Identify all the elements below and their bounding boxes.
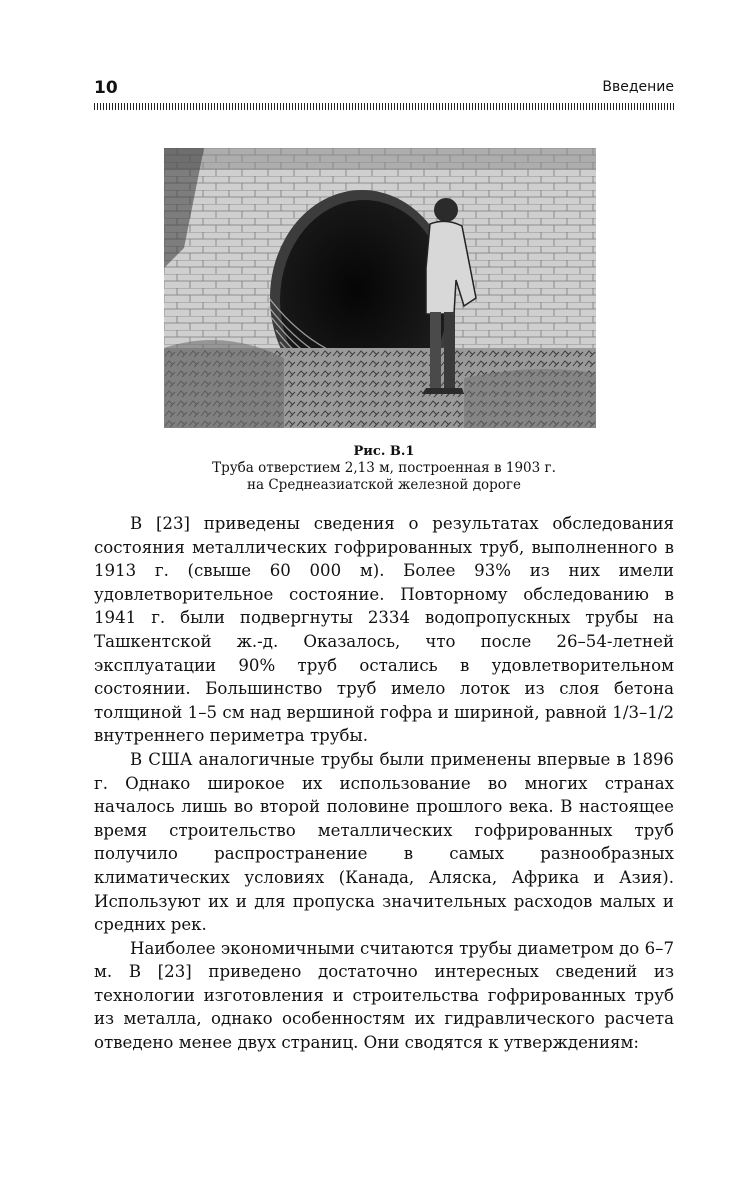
body-text bbox=[94, 512, 674, 1055]
figure-caption-line-2: на Среднеазиатской железной дороге bbox=[247, 477, 521, 493]
figure-photo-culvert-pipe bbox=[164, 148, 596, 428]
culvert-photo-illustration bbox=[164, 148, 596, 428]
paragraph-2: В США аналогичные трубы были применены впервые в 1896 г. Однако широкое их использование во многих странах началось лишь во второй половине прошлого века. В настоящее время строительство металлических гофрированных труб получило распространение в самых разнообразных климатических условиях (Канада, Аляска, Африка и Азия). Используют их и для пропуска значительных расходов малых и средних рек. bbox=[94, 749, 674, 935]
figure-caption-line-1: Труба отверстием 2,13 м, построенная в 1903 г. bbox=[212, 460, 556, 476]
running-title: Введение bbox=[602, 79, 674, 95]
header-rule bbox=[94, 103, 674, 110]
paragraph-3: Наиболее экономичными считаются трубы диаметром до 6–7 м. В [23] приведено достаточно интересных сведений из технологии изготовления и строительства гофрированных труб из металла, однако особенностям их гидравлического расчета отведено менее двух страниц. Они сводятся к утверждениям: bbox=[94, 938, 674, 1053]
page-number: 10 bbox=[94, 78, 118, 98]
page-header bbox=[94, 78, 674, 100]
paragraph-1: В [23] приведены сведения о результатах обследования состояния металлических гофрированных труб, выполненного в 1913 г. (свыше 60 000 м). Более 93% из них имели удовлетворительное состояние. Повторному обследованию в 1941 г. были подвергнуты 2334 водопропускных трубы на Ташкентской ж.-д. Оказалось, что после 26–54-летней эксплуатации 90% труб остались в удовлетворительном состоянии. Большинство труб имело лоток из слоя бетона толщиной 1–5 см над вершиной гофра и шириной, равной 1/3–1/2 внутреннего периметра трубы. bbox=[94, 514, 674, 746]
figure-label: Рис. В.1 bbox=[353, 444, 415, 459]
figure-caption bbox=[94, 443, 674, 494]
